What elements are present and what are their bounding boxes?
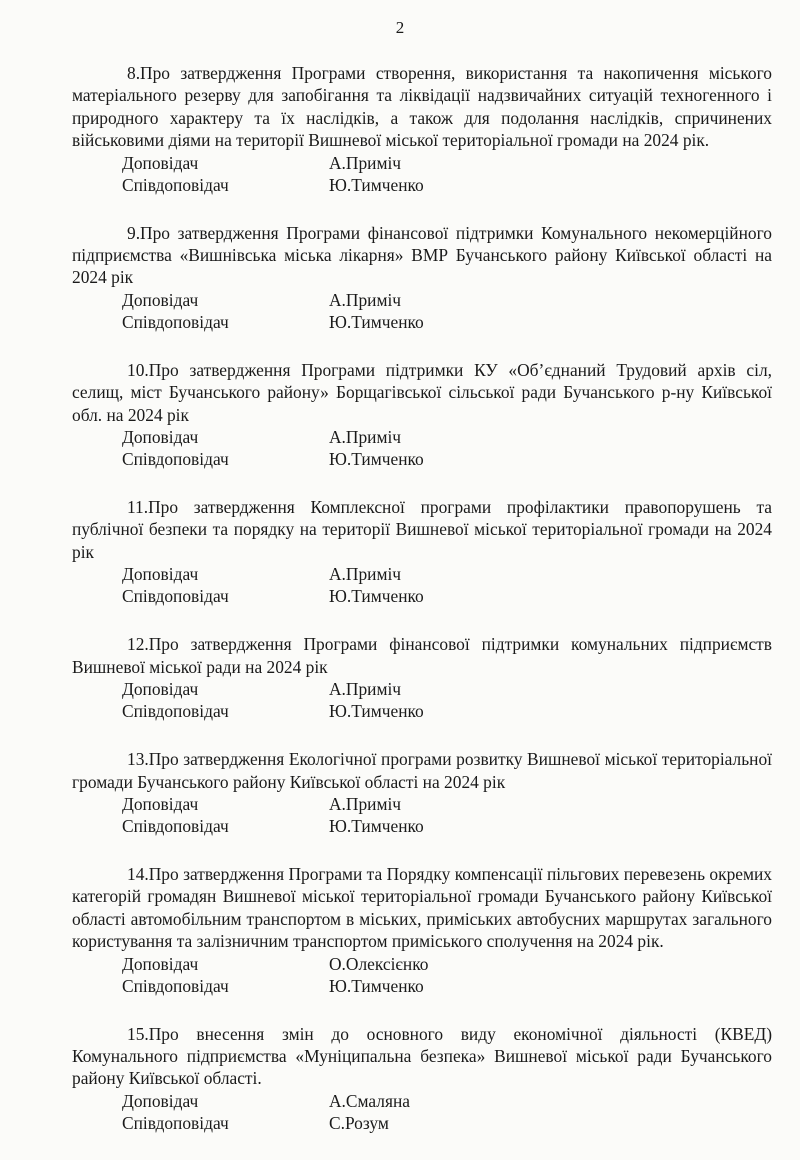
agenda-item-title: 11.Про затвердження Комплексної програми профілактики правопорушень та публічної безпеки та порядку на території Вишневої міської територіальної громади на 2024 рік <box>72 497 772 562</box>
speaker-label: Доповідач <box>122 793 199 814</box>
co-speaker-name: Ю.Тимченко <box>329 174 424 195</box>
agenda-item-title: 12.Про затвердження Програми фінансової підтримки комунальних підприємств Вишневої міської ради на 2024 рік <box>72 634 772 677</box>
speaker-row <box>72 563 772 585</box>
speaker-row <box>72 793 772 815</box>
speaker-name: А.Приміч <box>329 679 402 700</box>
co-speaker-name: Ю.Тимченко <box>329 975 424 996</box>
co-speaker-row <box>72 1112 772 1134</box>
co-speaker-label: Співдоповідач <box>122 449 229 470</box>
speaker-label: Доповідач <box>122 1090 199 1111</box>
agenda-item <box>72 359 772 470</box>
co-speaker-row <box>72 585 772 607</box>
agenda-item-title: 14.Про затвердження Програми та Порядку компенсації пільгових перевезень окремих категорій громадян Вишневої міської територіальної громади Бучанського району Київської області автомобільним транспортом в міських, приміських автобусних маршрутах загального користування та залізничним транспортом приміського сполучення на 2024 рік. <box>72 863 772 952</box>
speaker-label: Доповідач <box>122 679 199 700</box>
speaker-name: О.Олексієнко <box>329 953 429 974</box>
co-speaker-row <box>72 448 772 470</box>
speaker-label: Доповідач <box>122 427 199 448</box>
co-speaker-label: Співдоповідач <box>122 586 229 607</box>
agenda-item-title: 8.Про затвердження Програми створення, використання та накопичення міського матеріального резерву для запобігання та ліквідації надзвичайних ситуацій техногенного і природного характеру та їх наслідків, а також для подолання наслідків, спричинених військовими діями на території Вишневої міської територіальної громади на 2024 рік. <box>72 63 772 151</box>
agenda-item-title: 13.Про затвердження Екологічної програми розвитку Вишневої міської територіальної громади Бучанського району Київської області на 2024 рік <box>72 749 772 792</box>
co-speaker-name: Ю.Тимченко <box>329 449 424 470</box>
speaker-row <box>72 678 772 700</box>
agenda-item <box>72 863 772 997</box>
speaker-label: Доповідач <box>122 289 199 310</box>
speaker-label: Доповідач <box>122 564 199 585</box>
agenda-item <box>72 748 772 837</box>
speaker-name: А.Приміч <box>329 793 402 814</box>
co-speaker-label: Співдоповідач <box>122 975 229 996</box>
agenda-item-title: 10.Про затвердження Програми підтримки КУ «Об’єднаний Трудовий архів сіл, селищ, міст Бучанського району» Борщагівської сільської ради Бучанського р-ну Київської обл. на 2024 рік <box>72 359 772 425</box>
co-speaker-label: Співдоповідач <box>122 311 229 332</box>
speaker-name: А.Приміч <box>329 564 402 585</box>
speaker-name: А.Приміч <box>329 427 402 448</box>
co-speaker-label: Співдоповідач <box>122 174 229 195</box>
agenda-item <box>72 633 772 722</box>
speaker-row <box>72 289 772 311</box>
agenda-item <box>72 1023 772 1134</box>
speaker-row <box>72 953 772 975</box>
co-speaker-row <box>72 975 772 997</box>
speaker-row <box>72 152 772 174</box>
agenda-item-title: 15.Про внесення змін до основного виду економічної діяльності (КВЕД) Комунального підприємства «Муніципальна безпека» Вишневої міської ради Бучанського району Київської області. <box>72 1023 772 1089</box>
agenda-list <box>72 62 772 1160</box>
speaker-name: А.Приміч <box>329 152 402 173</box>
co-speaker-label: Співдоповідач <box>122 701 229 722</box>
co-speaker-name: Ю.Тимченко <box>329 815 424 836</box>
agenda-item <box>72 62 772 196</box>
page-number: 2 <box>395 18 405 37</box>
co-speaker-name: Ю.Тимченко <box>329 311 424 332</box>
co-speaker-label: Співдоповідач <box>122 1112 229 1133</box>
co-speaker-label: Співдоповідач <box>122 815 229 836</box>
speaker-name: А.Смаляна <box>329 1090 410 1111</box>
speaker-row <box>72 426 772 448</box>
co-speaker-name: С.Розум <box>329 1112 389 1133</box>
speaker-row <box>72 1090 772 1112</box>
speaker-label: Доповідач <box>122 152 199 173</box>
co-speaker-name: Ю.Тимченко <box>329 586 424 607</box>
co-speaker-name: Ю.Тимченко <box>329 701 424 722</box>
speaker-name: А.Приміч <box>329 289 402 310</box>
agenda-item <box>72 496 772 607</box>
agenda-item <box>72 222 772 333</box>
co-speaker-row <box>72 174 772 196</box>
co-speaker-row <box>72 700 772 722</box>
agenda-item-title: 9.Про затвердження Програми фінансової підтримки Комунального некомерційного підприємства «Вишнівська міська лікарня» ВМР Бучанського району Київської області на 2024 рік <box>72 222 772 288</box>
speaker-label: Доповідач <box>122 953 199 974</box>
co-speaker-row <box>72 815 772 837</box>
co-speaker-row <box>72 311 772 333</box>
